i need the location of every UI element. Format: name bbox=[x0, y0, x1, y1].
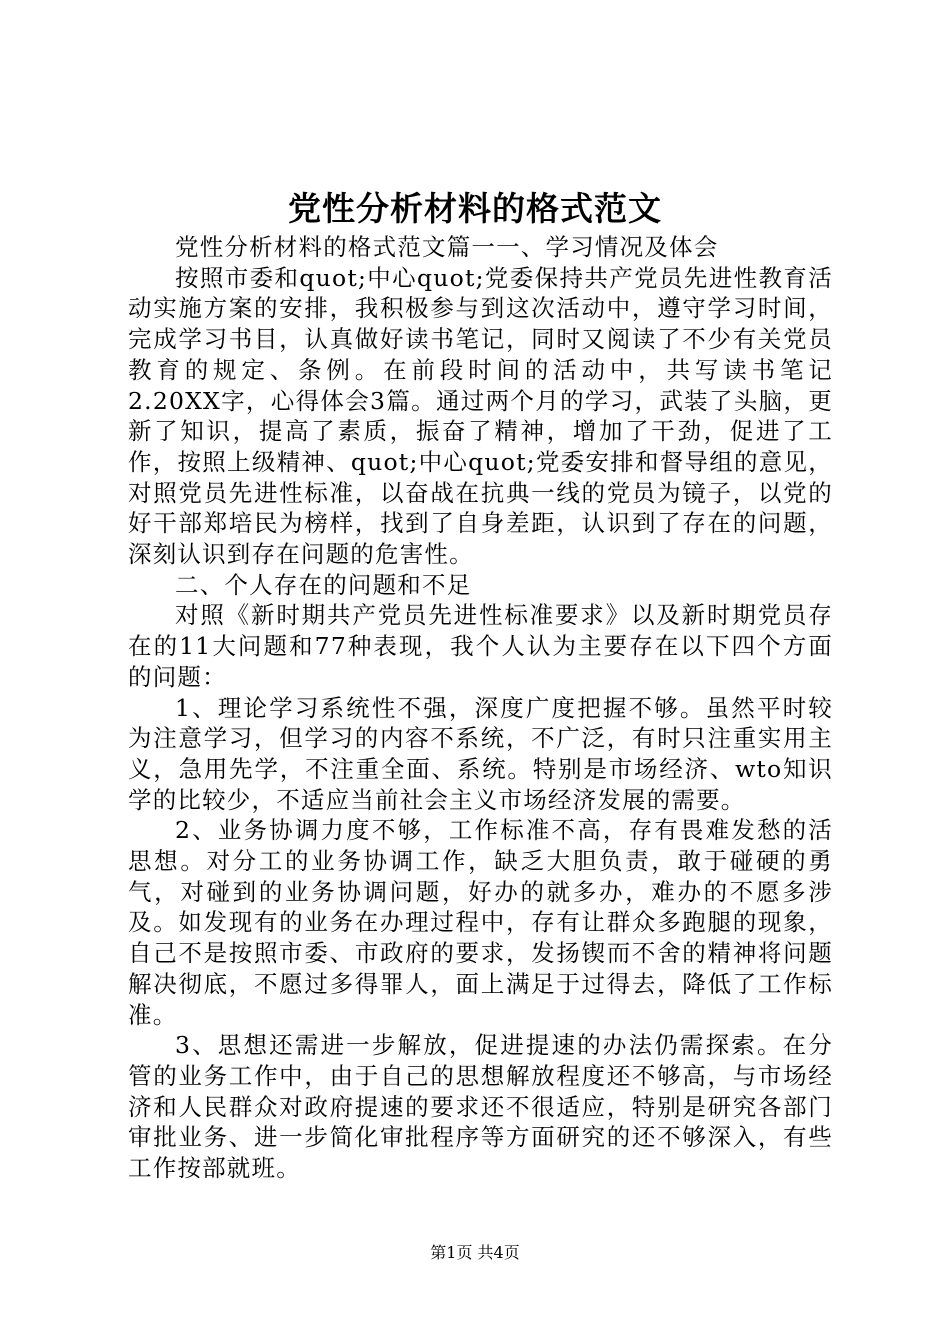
page-number-footer: 第1页 共4页 bbox=[430, 1243, 520, 1262]
document-body bbox=[128, 232, 833, 1184]
document-title: 党性分析材料的格式范文 bbox=[288, 189, 662, 228]
paragraph-problems-intro: 对照《新时期共产党员先进性标准要求》以及新时期党员存在的11大问题和77种表现，我个人认为主要存在以下四个方面的问题： bbox=[128, 601, 833, 691]
section-heading-problems: 二、个人存在的问题和不足 bbox=[175, 570, 472, 599]
paragraph-problem-3: 3、思想还需进一步解放，促进提速的办法仍需探索。在分管的业务工作中，由于自己的思想解放程度还不够高，与市场经济和人民群众对政府提速的要求还不很适应，特别是研究各部门审批业务、进一步简化审批程序等方面研究的还不够深入，有些工作按部就班。 bbox=[128, 1031, 833, 1183]
paragraph-problem-1: 1、理论学习系统性不强，深度广度把握不够。虽然平时较为注意学习，但学习的内容不系统，不广泛，有时只注重实用主义，急用先学，不注重全面、系统。特别是市场经济、wto知识学的比较少，不适应当前社会主义市场经济发展的需要。 bbox=[128, 693, 833, 814]
paragraph-problem-2: 2、业务协调力度不够，工作标准不高，存有畏难发愁的活思想。对分工的业务协调工作，缺乏大胆负责，敢于碰硬的勇气，对碰到的业务协调问题，好办的就多办，难办的不愿多涉及。如发现有的业务在办理过程中，存有让群众多跑腿的现象，自己不是按照市委、市政府的要求，发扬锲而不舍的精神将问题解决彻底，不愿过多得罪人，面上满足于过得去，降低了工作标准。 bbox=[128, 816, 833, 1029]
paragraph-study: 按照市委和quot;中心quot;党委保持共产党员先进性教育活动实施方案的安排，我积极参与到这次活动中，遵守学习时间，完成学习书目，认真做好读书笔记，同时又阅读了不少有关党员教育的规定、条例。在前段时间的活动中，共写读书笔记2.20XX字，心得体会3篇。通过两个月的学习，武装了头脑，更新了知识，提高了素质，振奋了精神，增加了干劲，促进了工作，按照上级精神、quot;中心quot;党委安排和督导组的意见，对照党员先进性标准，以奋战在抗典一线的党员为镜子，以党的好干部郑培民为榜样，找到了自身差距，认识到了存在的问题，深刻认识到存在问题的危害性。 bbox=[128, 263, 833, 569]
paragraph-intro: 党性分析材料的格式范文篇一一、学习情况及体会 bbox=[175, 233, 719, 261]
